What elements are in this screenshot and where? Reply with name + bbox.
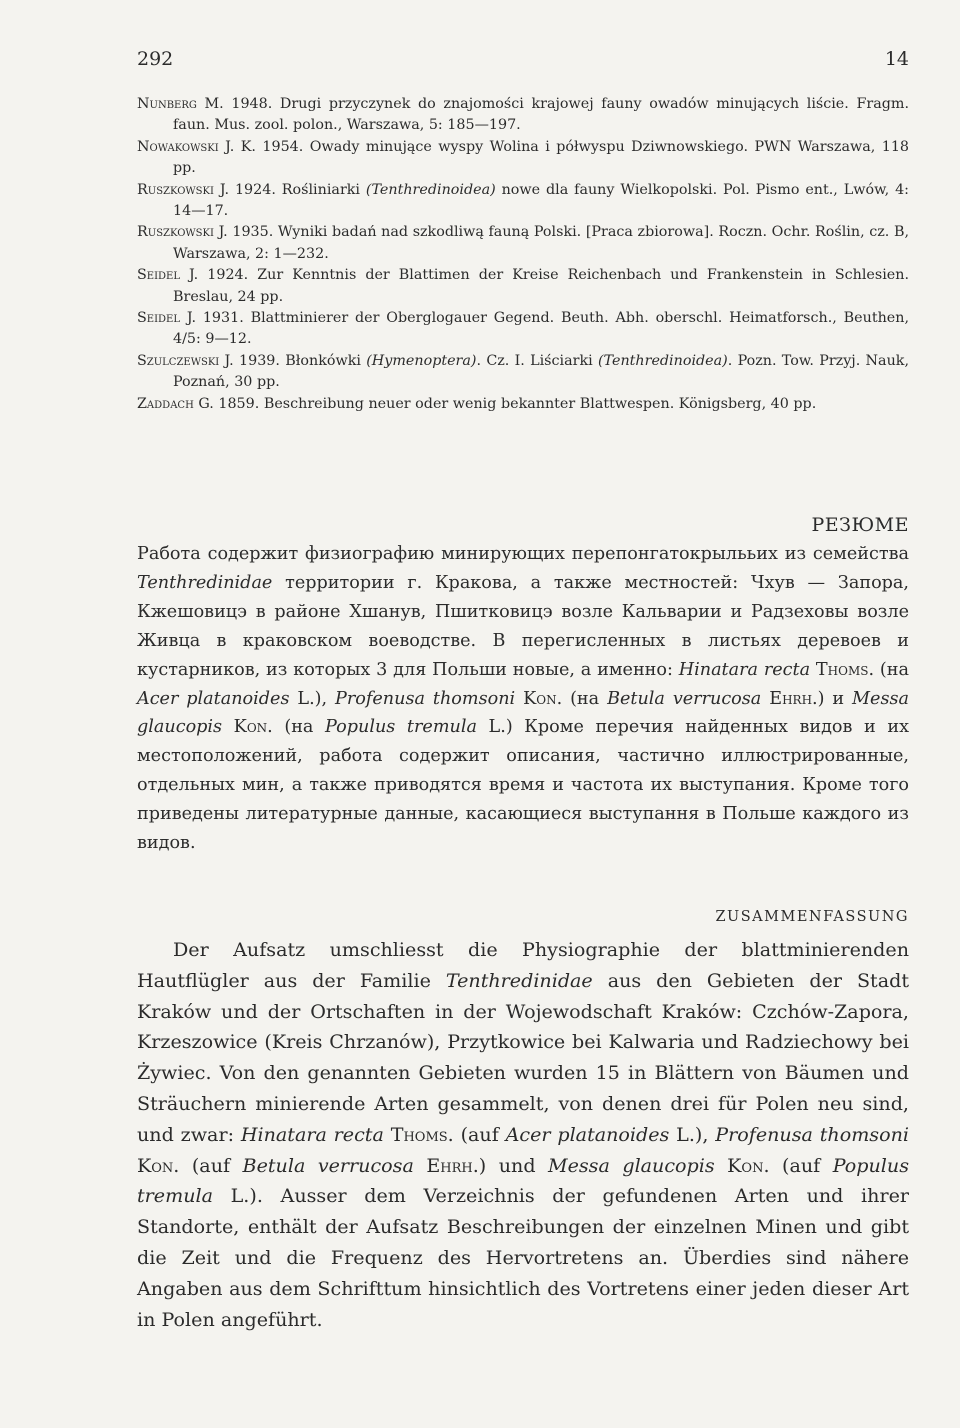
reference-item: Seidel J. 1931. Blattminierer der Oberglogauer Gegend. Beuth. Abh. oberschl. Heimatforsch., Beuthen, 4/5: 9—12. — [137, 310, 909, 348]
reference-item: Ruszkowski J. 1935. Wyniki badań nad szkodliwą fauną Polski. [Praca zbiorowa]. Roczn. Ochr. Roślin, cz. B, Warszawa, 2: 1—232. — [137, 224, 909, 262]
reference-item: Seidel J. 1924. Zur Kenntnis der Blattimen der Kreise Reichenbach und Frankenstein in Schlesien. Breslau, 24 pp. — [137, 267, 909, 305]
resume-heading: РЕЗЮМЕ — [811, 514, 909, 536]
reference-item: Nowakowski J. K. 1954. Owady minujące wyspy Wolina i półwyspu Dziwnowskiego. PWN Warszawa, 118 pp. — [137, 138, 910, 177]
reference-item: Ruszkowski J. 1924. Rośliniarki (Tenthredinoidea) nowe dla fauny Wielkopolski. Pol. Pismo ent., Lwów, 4: 14—17. — [137, 181, 909, 220]
zusammenfassung-paragraph: Der Aufsatz umschliesst die Physiographie der blattminierenden Hautflügler aus der Familie Tenthredinidae aus den Gebieten der Stadt Kraków und der Ortschaften in der Wojewodschaft Kraków: Czchów-Zapora, Krzeszowice (Kreis Chrzanów), Przytkowice bei Kalwaria und Radziechowy bei Żywiec. Von den genannten Gebieten wurden 15 in Blättern von Bäumen und Sträuchern minierende Arten gesammelt, von denen drei für Polen neu sind, und zwar: Hinatara recta Thoms. (auf Acer platanoides L.), Profenusa thomsoni Kon. (auf Betula verrucosa Ehrh.) und Messa glaucopis Kon. (auf Populus tremula L.). Ausser dem Verzeichnis der gefundenen Arten und ihrer Standorte, enthält der Aufsatz Beschreibungen der einzelnen Minen und gibt die Zeit und die Frequenz des Hervortretens an. Überdies sind nähere Angaben aus dem Schrifttum hinsichtlich des Vortretens einer jeden dieser Art in Polen angeführt. — [137, 938, 910, 1331]
page-number: 292 — [137, 48, 174, 70]
reference-list — [137, 94, 909, 415]
reference-item: Nunberg M. 1948. Drugi przyczynek do znajomości krajowej fauny owadów minujących liście. Fragm. faun. Mus. zool. polon., Warszawa, 5: 185—197. — [137, 96, 909, 134]
zusammenfassung-heading: ZUSAMMENFASSUNG — [715, 909, 909, 925]
running-number: 14 — [884, 48, 909, 70]
reference-item: Zaddach G. 1859. Beschreibung neuer oder wenig bekannter Blattwespen. Königsberg, 40 pp. — [137, 395, 817, 412]
resume-paragraph: Работа содержит физиографию минирующих перепонгатокрылььих из семейства Tenthredinidae территории г. Кракова, а также местностей: Чхув — Запора, Кжешовицэ в районе Хшанув, Пшитковицэ возле Кальварии и Радзеховы возле Живца в краковском воеводстве. В перегисленных в листьях деревоев и кустарников, из которых 3 для Польши новые, а именно: Hinatara recta Thoms. (на Acer platanoides L.), Profenusa thomsoni Kon. (на Betula verrucosa Ehrh.) и Messa glaucopis Kon. (на Populus tremula L.) Кроме перечия найденных видов и их местоположений, работа содержит описания, частично иллюстрированные, отдельных мин, а также приводятся время и частота их выступания. Кроме того приведены литературные данные, касающиеся выступання в Польше каждого из видов. — [137, 544, 910, 854]
reference-item: Szulczewski J. 1939. Błonkówki (Hymenoptera). Cz. I. Liściarki (Tenthredinoidea). Pozn. Tow. Przyj. Nauk, Poznań, 30 pp. — [137, 352, 909, 391]
page-header — [137, 48, 909, 72]
